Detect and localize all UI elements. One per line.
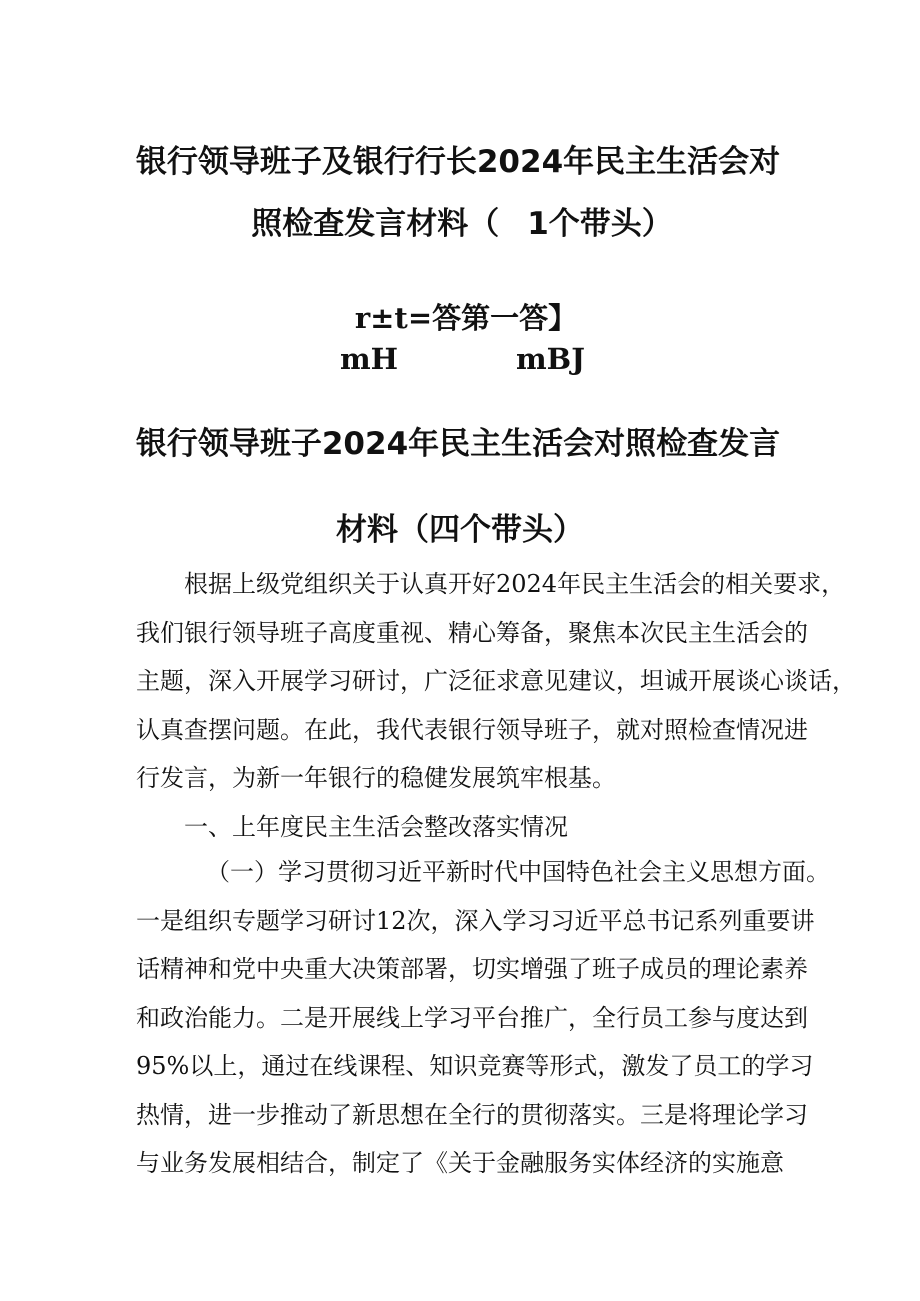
paragraph-line: 与业务发展相结合，制定了《关于金融服务实体经济的实施意 (136, 1149, 784, 1177)
paragraph-line: 行发言，为新一年银行的稳健发展筑牢根基。 (136, 764, 616, 792)
garbled-text-part-b: mBJ (516, 342, 585, 376)
document-title-line-1: 银行领导班子及银行行长2024年民主生活会对 (135, 144, 781, 180)
document-title-line-2 (2, 198, 920, 243)
subtitle-line-2: 材料（四个带头） (336, 512, 584, 548)
paragraph-line: 话精神和党中央重大决策部署，切实增强了班子成员的理论素养 (136, 955, 808, 983)
paragraph-line: 认真查摆问题。在此，我代表银行领导班子，就对照检查情况进 (136, 715, 808, 744)
subtitle-line-1: 银行领导班子2024年民主生活会对照检查发言 (135, 426, 781, 462)
subsection-paragraph (136, 848, 830, 1188)
title-line-2-part-a: 照检查发言材料（ (251, 206, 500, 242)
paragraph-line: 我们银行领导班子高度重视、精心筹备，聚焦本次民主生活会的 (136, 618, 808, 647)
paragraph-line: 根据上级党组织关于认真开好2024年民主生活会的相关要求， (184, 570, 846, 598)
paragraph-line: 热情，进一步推动了新思想在全行的贯彻落实。三是将理论学习 (136, 1100, 808, 1129)
section-heading (136, 803, 796, 852)
intro-paragraph (136, 560, 856, 803)
garbled-text-part-a: mH (340, 342, 399, 376)
paragraph-line: 一是组织专题学习研讨12次，深入学习习近平总书记系列重要讲 (136, 906, 815, 935)
paragraph-line: 和政治能力。二是开展线上学习平台推广，全行员工参与度达到 (136, 1003, 808, 1032)
garbled-text-line-1: r±t=答第一答】 (354, 301, 578, 335)
title-line-2-part-b: 1个带头） (527, 206, 673, 242)
paragraph-line: 主题，深入开展学习研讨，广泛征求意见建议，坦诚开展谈心谈话， (136, 667, 856, 695)
paragraph-line: 95%以上，通过在线课程、知识竞赛等形式，激发了员工的学习 (136, 1052, 814, 1080)
paragraph-line: （一）学习贯彻习近平新时代中国特色社会主义思想方面。 (206, 858, 830, 886)
section-heading-text: 一、上年度民主生活会整改落实情况 (184, 813, 568, 841)
